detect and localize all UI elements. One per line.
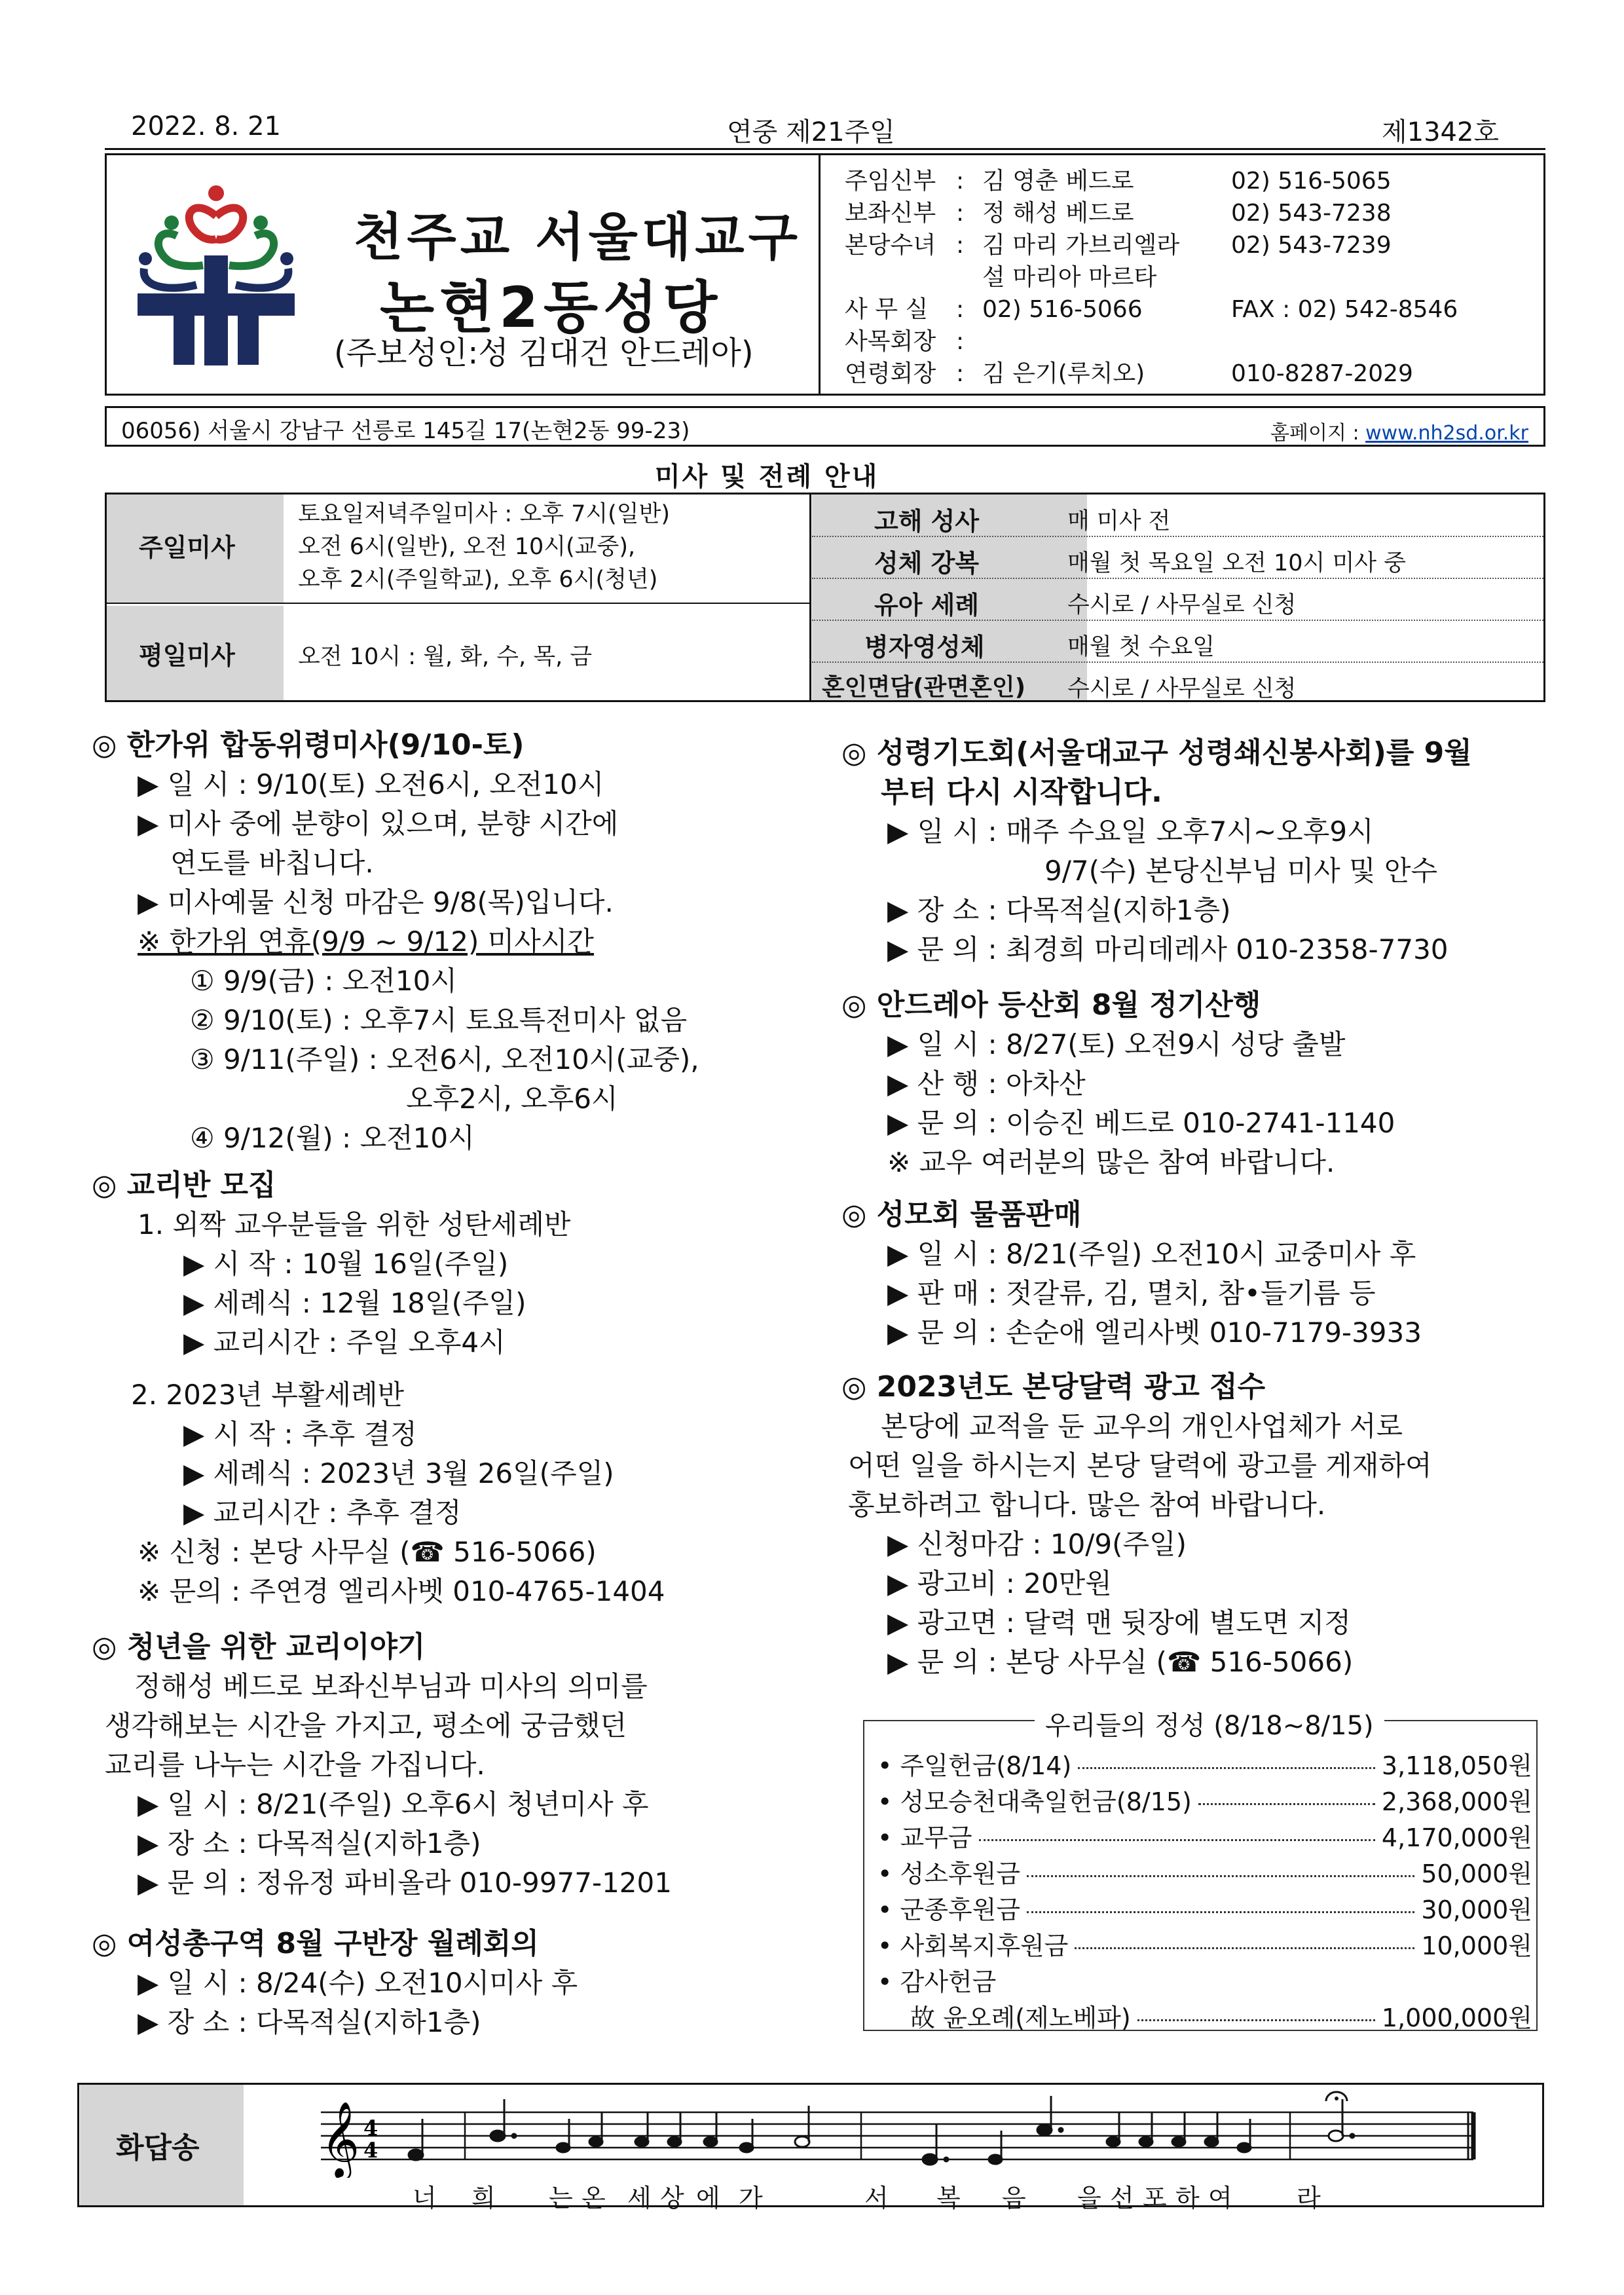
offering-row — [877, 1745, 1532, 1782]
notice-line: 생각해보는 시간을 가지고, 평소에 궁금했던 — [105, 1709, 627, 1742]
notice-line: ▶ 미사 중에 분향이 있으며, 분향 시간에 — [138, 808, 619, 840]
offering-row — [877, 1890, 1532, 1926]
staff-name: 설 마리아 마르타 — [982, 264, 1157, 291]
offerings-list — [877, 1745, 1532, 2034]
lyric-syllable: 너 — [413, 2184, 437, 2212]
offering-label: 故 윤오례(제노베파) — [910, 2004, 1131, 2032]
notice-calendar-ads — [841, 1368, 1549, 1682]
notice-title: ◎ 성령기도회(서울대교구 성령쇄신봉사회)를 9월 — [841, 736, 1472, 770]
offering-row — [877, 1962, 1532, 1998]
staff-name: 김 마리 가브리엘라 — [982, 232, 1180, 259]
staff-role: 사목회장 — [845, 328, 936, 355]
notice-line: ▶ 광고비 : 20만원 — [887, 1567, 1112, 1599]
notice-title: ◎ 안드레아 등산회 8월 정기산행 — [841, 988, 1261, 1022]
lyric-syllable: 선 — [1110, 2184, 1134, 2212]
notice-line: ▶ 문 의 : 이승진 베드로 010-2741-1140 — [887, 1107, 1395, 1139]
parish-address: 06056) 서울시 강남구 선릉로 145길 17(논현2동 99-23) — [121, 418, 690, 444]
offering-label: • 성소후원금 — [877, 1859, 1021, 1888]
header-rule — [105, 148, 1545, 150]
staff-phone: 010-8287-2029 — [1231, 360, 1413, 387]
sacrament-value: 매 미사 전 — [1067, 508, 1171, 534]
svg-text:4: 4 — [363, 2116, 378, 2140]
offering-amount: 50,000원 — [1421, 1859, 1532, 1888]
notice-line: ▶ 판 매 : 젓갈류, 김, 멸치, 참•들기름 등 — [887, 1277, 1376, 1309]
sacrament-label: 고해 성사 — [874, 507, 980, 536]
offering-amount: 4,170,000원 — [1381, 1823, 1532, 1852]
notice-line: ① 9/9(금) : 오전10시 — [190, 965, 457, 997]
lyric-syllable: 음 — [1002, 2184, 1026, 2212]
offering-row — [877, 1998, 1532, 2034]
notice-line: ▶ 문 의 : 손순애 엘리사벳 010-7179-3933 — [887, 1316, 1422, 1349]
lyric-syllable: 라 — [1297, 2184, 1321, 2212]
notice-line: ▶ 일 시 : 8/21(주일) 오전10시 교중미사 후 — [887, 1238, 1416, 1270]
notice-line: ▶ 일 시 : 8/21(주일) 오후6시 청년미사 후 — [138, 1788, 649, 1820]
notice-line: ▶ 신청마감 : 10/9(주일) — [887, 1528, 1187, 1560]
notice-title: 부터 다시 시작합니다. — [881, 775, 1162, 809]
notice-line: ▶ 일 시 : 9/10(토) 오전6시, 오전10시 — [138, 768, 604, 800]
offering-row — [877, 1818, 1532, 1854]
homepage — [1270, 417, 1528, 445]
notice-line: ▶ 장 소 : 다목적실(지하1층) — [138, 1827, 481, 1859]
sacrament-label: 성체 강복 — [874, 549, 980, 578]
notice-line: ▶ 문 의 : 본당 사무실 (☎ 516-5066) — [887, 1646, 1354, 1678]
offering-label: • 성모승천대축일헌금(8/15) — [877, 1787, 1192, 1816]
lyric-syllable: 에 — [696, 2184, 720, 2212]
svg-text:𝄞: 𝄞 — [321, 2100, 360, 2177]
weekday-mass-label: 평일미사 — [139, 641, 235, 670]
issue-number: 제1342호 — [1382, 117, 1500, 147]
notice-line: ▶ 시 작 : 추후 결정 — [183, 1418, 417, 1450]
psalm-label: 화답송 — [116, 2131, 200, 2165]
sacrament-value: 매월 첫 목요일 오전 10시 미사 중 — [1067, 550, 1407, 576]
notice-line: ※ 한가위 연휴(9/9 ~ 9/12) 미사시간 — [138, 925, 594, 958]
notice-line: ▶ 시 작 : 10월 16일(주일) — [183, 1248, 509, 1280]
bulletin-date: 2022. 8. 21 — [131, 111, 282, 141]
notice-line: 연도를 바칩니다. — [170, 847, 374, 879]
notice-line: 홍보하려고 합니다. 많은 참여 바랍니다. — [848, 1489, 1326, 1521]
offering-amount: 3,118,050원 — [1381, 1751, 1532, 1780]
sacrament-value: 수시로 / 사무실로 신청 — [1067, 592, 1297, 618]
notice-title: ◎ 청년을 위한 교리이야기 — [92, 1630, 426, 1664]
schedule-mid-divider — [809, 493, 811, 702]
offerings-title: 우리들의 정성 (8/18~8/15) — [1035, 1705, 1384, 1742]
notice-line: 정해성 베드로 보좌신부님과 미사의 의미를 — [134, 1670, 648, 1702]
lyric-syllable: 을 — [1077, 2184, 1101, 2212]
staff-name: 김 은기(루치오) — [982, 360, 1145, 387]
notice-youth-catechism — [92, 1628, 825, 1903]
notice-line: 오후2시, 오후6시 — [406, 1083, 618, 1115]
notice-title: ◎ 한가위 합동위령미사(9/10-토) — [92, 728, 525, 762]
offering-label: • 주일헌금(8/14) — [877, 1751, 1072, 1780]
sacrament-label: 병자영성체 — [864, 633, 985, 662]
notice-line: ▶ 일 시 : 8/27(토) 오전9시 성당 출발 — [887, 1028, 1346, 1060]
notice-title: ◎ 성모회 물품판매 — [841, 1198, 1082, 1231]
offering-label: • 군종후원금 — [877, 1895, 1021, 1924]
lyric-syllable: 온 — [581, 2184, 606, 2212]
staff-role: 보좌신부 — [845, 200, 936, 227]
notice-line: ※ 교우 여러분의 많은 참여 바랍니다. — [887, 1146, 1335, 1178]
notice-line: ② 9/10(토) : 오후7시 토요특전미사 없음 — [190, 1004, 688, 1036]
offering-row — [877, 1926, 1532, 1962]
staff-phone: 02) 543-7239 — [1231, 232, 1392, 259]
archdiocese-name: 천주교 서울대교구 — [354, 208, 802, 267]
sunday-mass-times — [298, 498, 670, 596]
notice-title: ◎ 교리반 모집 — [92, 1168, 276, 1202]
notice-line: ▶ 장 소 : 다목적실(지하1층) — [138, 2006, 481, 2038]
notice-prayer-group — [841, 734, 1549, 969]
offering-amount: 2,368,000원 — [1381, 1787, 1532, 1816]
sacrament-value: 매월 첫 수요일 — [1067, 634, 1215, 660]
notice-catechism-class — [92, 1166, 825, 1611]
notice-line: 1. 외짝 교우분들을 위한 성탄세례반 — [138, 1208, 571, 1241]
notice-line: ※ 문의 : 주연경 엘리사벳 010-4765-1404 — [138, 1575, 665, 1607]
lyric-syllable: 희 — [471, 2184, 496, 2212]
lyric-syllable: 서 — [864, 2184, 889, 2212]
liturgical-week: 연중 제21주일 — [727, 117, 895, 147]
staff-name: 02) 516-5066 — [982, 296, 1143, 323]
offering-label: • 사회복지후원금 — [877, 1931, 1069, 1960]
notice-line: 본당에 교적을 둔 교우의 개인사업체가 서로 — [881, 1410, 1403, 1442]
notice-chuseok-mass — [92, 726, 825, 1158]
notice-line: ▶ 일 시 : 매주 수요일 오후7시~오후9시 — [887, 815, 1374, 848]
notice-line: ▶ 일 시 : 8/24(수) 오전10시미사 후 — [138, 1967, 578, 1999]
schedule-title: 미사 및 전례 안내 — [655, 462, 879, 492]
staff-name: 정 해성 베드로 — [982, 200, 1134, 227]
notice-line: ▶ 문 의 : 최경희 마리데레사 010-2358-7730 — [887, 933, 1449, 965]
sunday-mass-line: 오후 2시(주일학교), 오후 6시(청년) — [298, 567, 658, 593]
notice-line: ▶ 광고면 : 달력 맨 뒷장에 별도면 지정 — [887, 1607, 1351, 1639]
notice-line: 9/7(수) 본당신부님 미사 및 안수 — [1044, 855, 1438, 887]
staff-phone: 02) 516-5065 — [1231, 168, 1392, 195]
sacrament-label: 유아 세례 — [874, 591, 980, 620]
notice-line: 2. 2023년 부활세례반 — [131, 1379, 405, 1411]
staff-role: 본당수녀 — [845, 232, 936, 259]
staff-phone: 02) 543-7238 — [1231, 200, 1392, 227]
homepage-link[interactable]: www.nh2sd.or.kr — [1365, 422, 1529, 445]
notice-line: ▶ 세례식 : 2023년 3월 26일(주일) — [183, 1457, 614, 1489]
notice-line: ④ 9/12(월) : 오전10시 — [190, 1122, 475, 1154]
offering-amount: 10,000원 — [1421, 1931, 1532, 1960]
sacrament-value: 수시로 / 사무실로 신청 — [1067, 676, 1297, 702]
weekday-mass-times: 오전 10시 : 월, 화, 수, 목, 금 — [298, 644, 593, 670]
sacrament-label: 혼인면담(관면혼인) — [822, 674, 1026, 701]
info-divider — [819, 153, 821, 396]
notice-line: ▶ 미사예물 신청 마감은 9/8(목)입니다. — [138, 886, 614, 918]
notice-title: ◎ 2023년도 본당달력 광고 접수 — [841, 1370, 1266, 1404]
notice-line: ▶ 문 의 : 정유정 파비올라 010-9977-1201 — [138, 1867, 672, 1899]
staff-role: 주임신부 — [845, 168, 936, 195]
notice-line: ※ 신청 : 본당 사무실 (☎ 516-5066) — [138, 1536, 597, 1568]
schedule-divider — [105, 603, 809, 604]
staff-role: 연령회장 — [845, 360, 936, 387]
lyric-syllable: 복 — [936, 2184, 961, 2212]
lyric-syllable: 가 — [739, 2184, 763, 2212]
notice-line: ▶ 교리시간 : 추후 결정 — [183, 1497, 462, 1529]
notice-womens-meeting — [92, 1924, 825, 2042]
notice-line: ▶ 교리시간 : 주일 오후4시 — [183, 1326, 506, 1358]
lyric-syllable: 는 — [549, 2184, 573, 2212]
sunday-mass-line: 오전 6시(일반), 오전 10시(교중), — [298, 534, 636, 560]
lyric-syllable: 상 — [660, 2184, 684, 2212]
psalm-label-cell — [80, 2085, 244, 2205]
parish-name: 논현2동성당 — [380, 275, 723, 341]
notice-line: ▶ 산 행 : 아차산 — [887, 1068, 1086, 1100]
notice-line: 교리를 나누는 시간을 가집니다. — [105, 1749, 485, 1781]
offering-row — [877, 1854, 1532, 1890]
music-staff-icon — [314, 2089, 1493, 2178]
lyric-syllable: 포 — [1143, 2184, 1167, 2212]
lyric-syllable: 세 — [627, 2184, 652, 2212]
offering-amount: 1,000,000원 — [1381, 2004, 1532, 2032]
svg-text:4: 4 — [363, 2138, 378, 2163]
homepage-label: 홈페이지 : — [1270, 422, 1359, 445]
notice-line: 어떤 일을 하시는지 본당 달력에 광고를 게재하여 — [848, 1449, 1432, 1482]
staff-phone: FAX : 02) 542-8546 — [1231, 296, 1458, 323]
sunday-mass-label: 주일미사 — [139, 533, 235, 562]
lyric-syllable: 하 — [1175, 2184, 1200, 2212]
offering-amount: 30,000원 — [1421, 1895, 1532, 1924]
sunday-mass-line: 토요일저녁주일미사 : 오후 7시(일반) — [298, 501, 671, 527]
patron-saint: (주보성인:성 김대건 안드레아) — [334, 335, 754, 371]
offering-row — [877, 1782, 1532, 1818]
notice-line: ③ 9/11(주일) : 오전6시, 오전10시(교중), — [190, 1043, 699, 1075]
notice-hiking-club — [841, 986, 1549, 1182]
offering-label: • 감사헌금 — [877, 1968, 997, 1996]
staff-name: 김 영춘 베드로 — [982, 168, 1134, 195]
notice-line: ▶ 장 소 : 다목적실(지하1층) — [887, 894, 1231, 926]
notice-mothers-sale — [841, 1195, 1549, 1353]
lyric-syllable: 여 — [1208, 2184, 1232, 2212]
notice-title: ◎ 여성총구역 8월 구반장 월례회의 — [92, 1927, 539, 1960]
notice-line: ▶ 세례식 : 12월 18일(주일) — [183, 1287, 526, 1319]
offering-label: • 교무금 — [877, 1823, 972, 1852]
staff-role: 사 무 실 — [845, 296, 929, 323]
archdiocese-logo-icon — [131, 177, 301, 367]
